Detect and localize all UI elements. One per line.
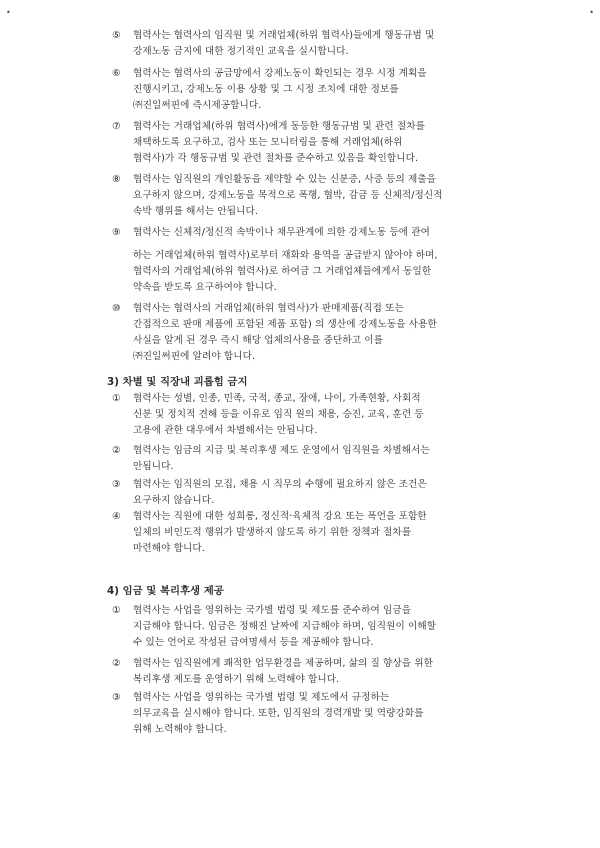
item-text: 협력사는 신체적/정신적 속박이나 채무관계에 의한 강제노동 등에 관여	[133, 227, 431, 238]
item-text: 채택하도록 요구하고, 검사 또는 모니터링을 통해 거래업체(하위	[133, 137, 403, 148]
item-text: 협력사)가 각 행동규범 및 관련 절차를 준수하고 있음을 확인합니다.	[133, 153, 419, 164]
list-item	[112, 443, 502, 475]
item-text: 신분 및 정치적 견해 등을 이유로 임직 원의 채용, 승진, 교육, 훈련 등	[133, 409, 424, 420]
item-text: 마련해야 합니다.	[133, 543, 205, 554]
item-number: ④	[112, 511, 121, 522]
item-text: 협력사는 임직원의 모집, 채용 시 직무의 수행에 필요하지 않은 조건은	[133, 479, 427, 490]
corner-mark-right: •	[589, 8, 594, 17]
item-text: 협력사는 거래업체(하위 협력사)에게 동등한 행동규범 및 관련 절차를	[133, 121, 426, 132]
item-number: ②	[112, 445, 121, 456]
item-text: 요구하지 않습니다.	[133, 495, 215, 506]
corner-mark-left: •	[6, 8, 11, 17]
item-text: 안됩니다.	[133, 461, 174, 472]
item-spacer	[133, 241, 502, 248]
item-text: 협력사의 거래업체(하위 협력사)로 하여금 그 거래업체들에게서 동일한	[133, 266, 432, 277]
item-number: ⑩	[112, 303, 121, 314]
item-text: 진행시키고, 강제노동 이용 상황 및 그 시정 조치에 대한 정보를	[133, 84, 399, 95]
item-number: ③	[112, 479, 121, 490]
item-number: ②	[112, 658, 121, 669]
item-text: 고용에 관한 대우에서 차별해서는 안됩니다.	[133, 425, 318, 436]
item-text: 협력사는 사업을 영위하는 국가별 법령 및 제도에서 규정하는	[133, 692, 390, 703]
list-item	[112, 225, 502, 296]
list-item	[112, 301, 502, 365]
section-heading: 4) 임금 및 복리후생 제공	[107, 585, 224, 597]
item-text: 협력사는 협력사의 공급망에서 강제노동이 확인되는 경우 시정 계획을	[133, 68, 427, 79]
list-item	[112, 690, 502, 738]
list-item	[112, 509, 502, 557]
item-text: 일체의 비인도적 행위가 발생하지 않도록 하기 위한 정책과 절차를	[133, 527, 412, 538]
item-number: ①	[112, 393, 121, 404]
item-number: ③	[112, 692, 121, 703]
item-text: 의무교육을 실시해야 합니다. 또한, 임직원의 경력개발 및 역량강화를	[133, 708, 424, 719]
item-number: ⑦	[112, 121, 121, 132]
list-item	[112, 119, 502, 167]
item-text: 협력사는 임직원에게 쾌적한 업무환경을 제공하며, 삶의 질 향상을 위한	[133, 658, 434, 669]
list-item	[112, 603, 502, 651]
list-item	[112, 391, 502, 439]
item-text: 수 있는 언어로 작성된 급여명세서 등을 제공해야 합니다.	[133, 637, 374, 648]
list-item	[112, 172, 502, 220]
item-number: ⑥	[112, 68, 121, 79]
item-text: 사실을 알게 된 경우 즉시 해당 업체의사용을 중단하고 이를	[133, 335, 384, 346]
item-text: 협력사는 임직원의 개인활동을 제약할 수 있는 신분증, 사증 등의 제출을	[133, 174, 437, 185]
item-text: 협력사는 성별, 인종, 민족, 국적, 종교, 장애, 나이, 가족현황, 사회적	[133, 393, 421, 404]
item-number: ①	[112, 605, 121, 616]
item-text: 하는 거래업체(하위 협력사)로부터 재화와 용역을 공급받지 않아야 하며,	[133, 250, 438, 261]
item-number: ⑧	[112, 174, 121, 185]
item-text: 협력사는 협력사의 임직원 및 거래업체(하위 협력사)들에게 행동규범 및	[133, 30, 435, 41]
item-text: 협력사는 직원에 대한 성희롱, 정신적·육체적 강요 또는 폭언을 포함한	[133, 511, 427, 522]
list-item	[112, 656, 502, 688]
item-number: ⑨	[112, 227, 121, 238]
section-heading: 3) 차별 및 직장내 괴롭힘 금지	[107, 376, 248, 388]
item-text: ㈜진일써핀에 즉시제공합니다.	[133, 100, 262, 111]
item-text: 지급해야 합니다. 임금은 정해진 날짜에 지급해야 하며, 임직원이 이해할	[133, 621, 437, 632]
list-item	[112, 28, 502, 60]
item-number: ⑤	[112, 30, 121, 41]
item-text: 협력사는 임금의 지급 및 복리후생 제도 운영에서 임직원을 차별해서는	[133, 445, 430, 456]
item-text: 협력사는 협력사의 거래업체(하위 협력사)가 판매제품(직접 또는	[133, 303, 404, 314]
item-text: 속박 행위를 해서는 안됩니다.	[133, 206, 259, 217]
list-item	[112, 477, 502, 509]
item-text: 간접적으로 판매 제품에 포함된 제품 포함) 의 생산에 강제노동을 사용한	[133, 319, 437, 330]
item-text: 요구하지 않으며, 강제노동을 목적으로 폭행, 협박, 감금 등 신체적/정신적	[133, 190, 443, 201]
item-text: ㈜진일써핀에 알려야 합니다.	[133, 351, 256, 362]
item-text: 강제노동 금지에 대한 정기적인 교육을 실시합니다.	[133, 46, 349, 57]
item-text: 위해 노력해야 합니다.	[133, 724, 227, 735]
item-text: 복리후생 제도를 운영하기 위해 노력해야 합니다.	[133, 674, 340, 685]
list-item	[112, 66, 502, 114]
item-text: 약속을 받도록 요구하여야 합니다.	[133, 282, 277, 293]
item-text: 협력사는 사업을 영위하는 국가별 법령 및 제도를 준수하여 임금을	[133, 605, 412, 616]
